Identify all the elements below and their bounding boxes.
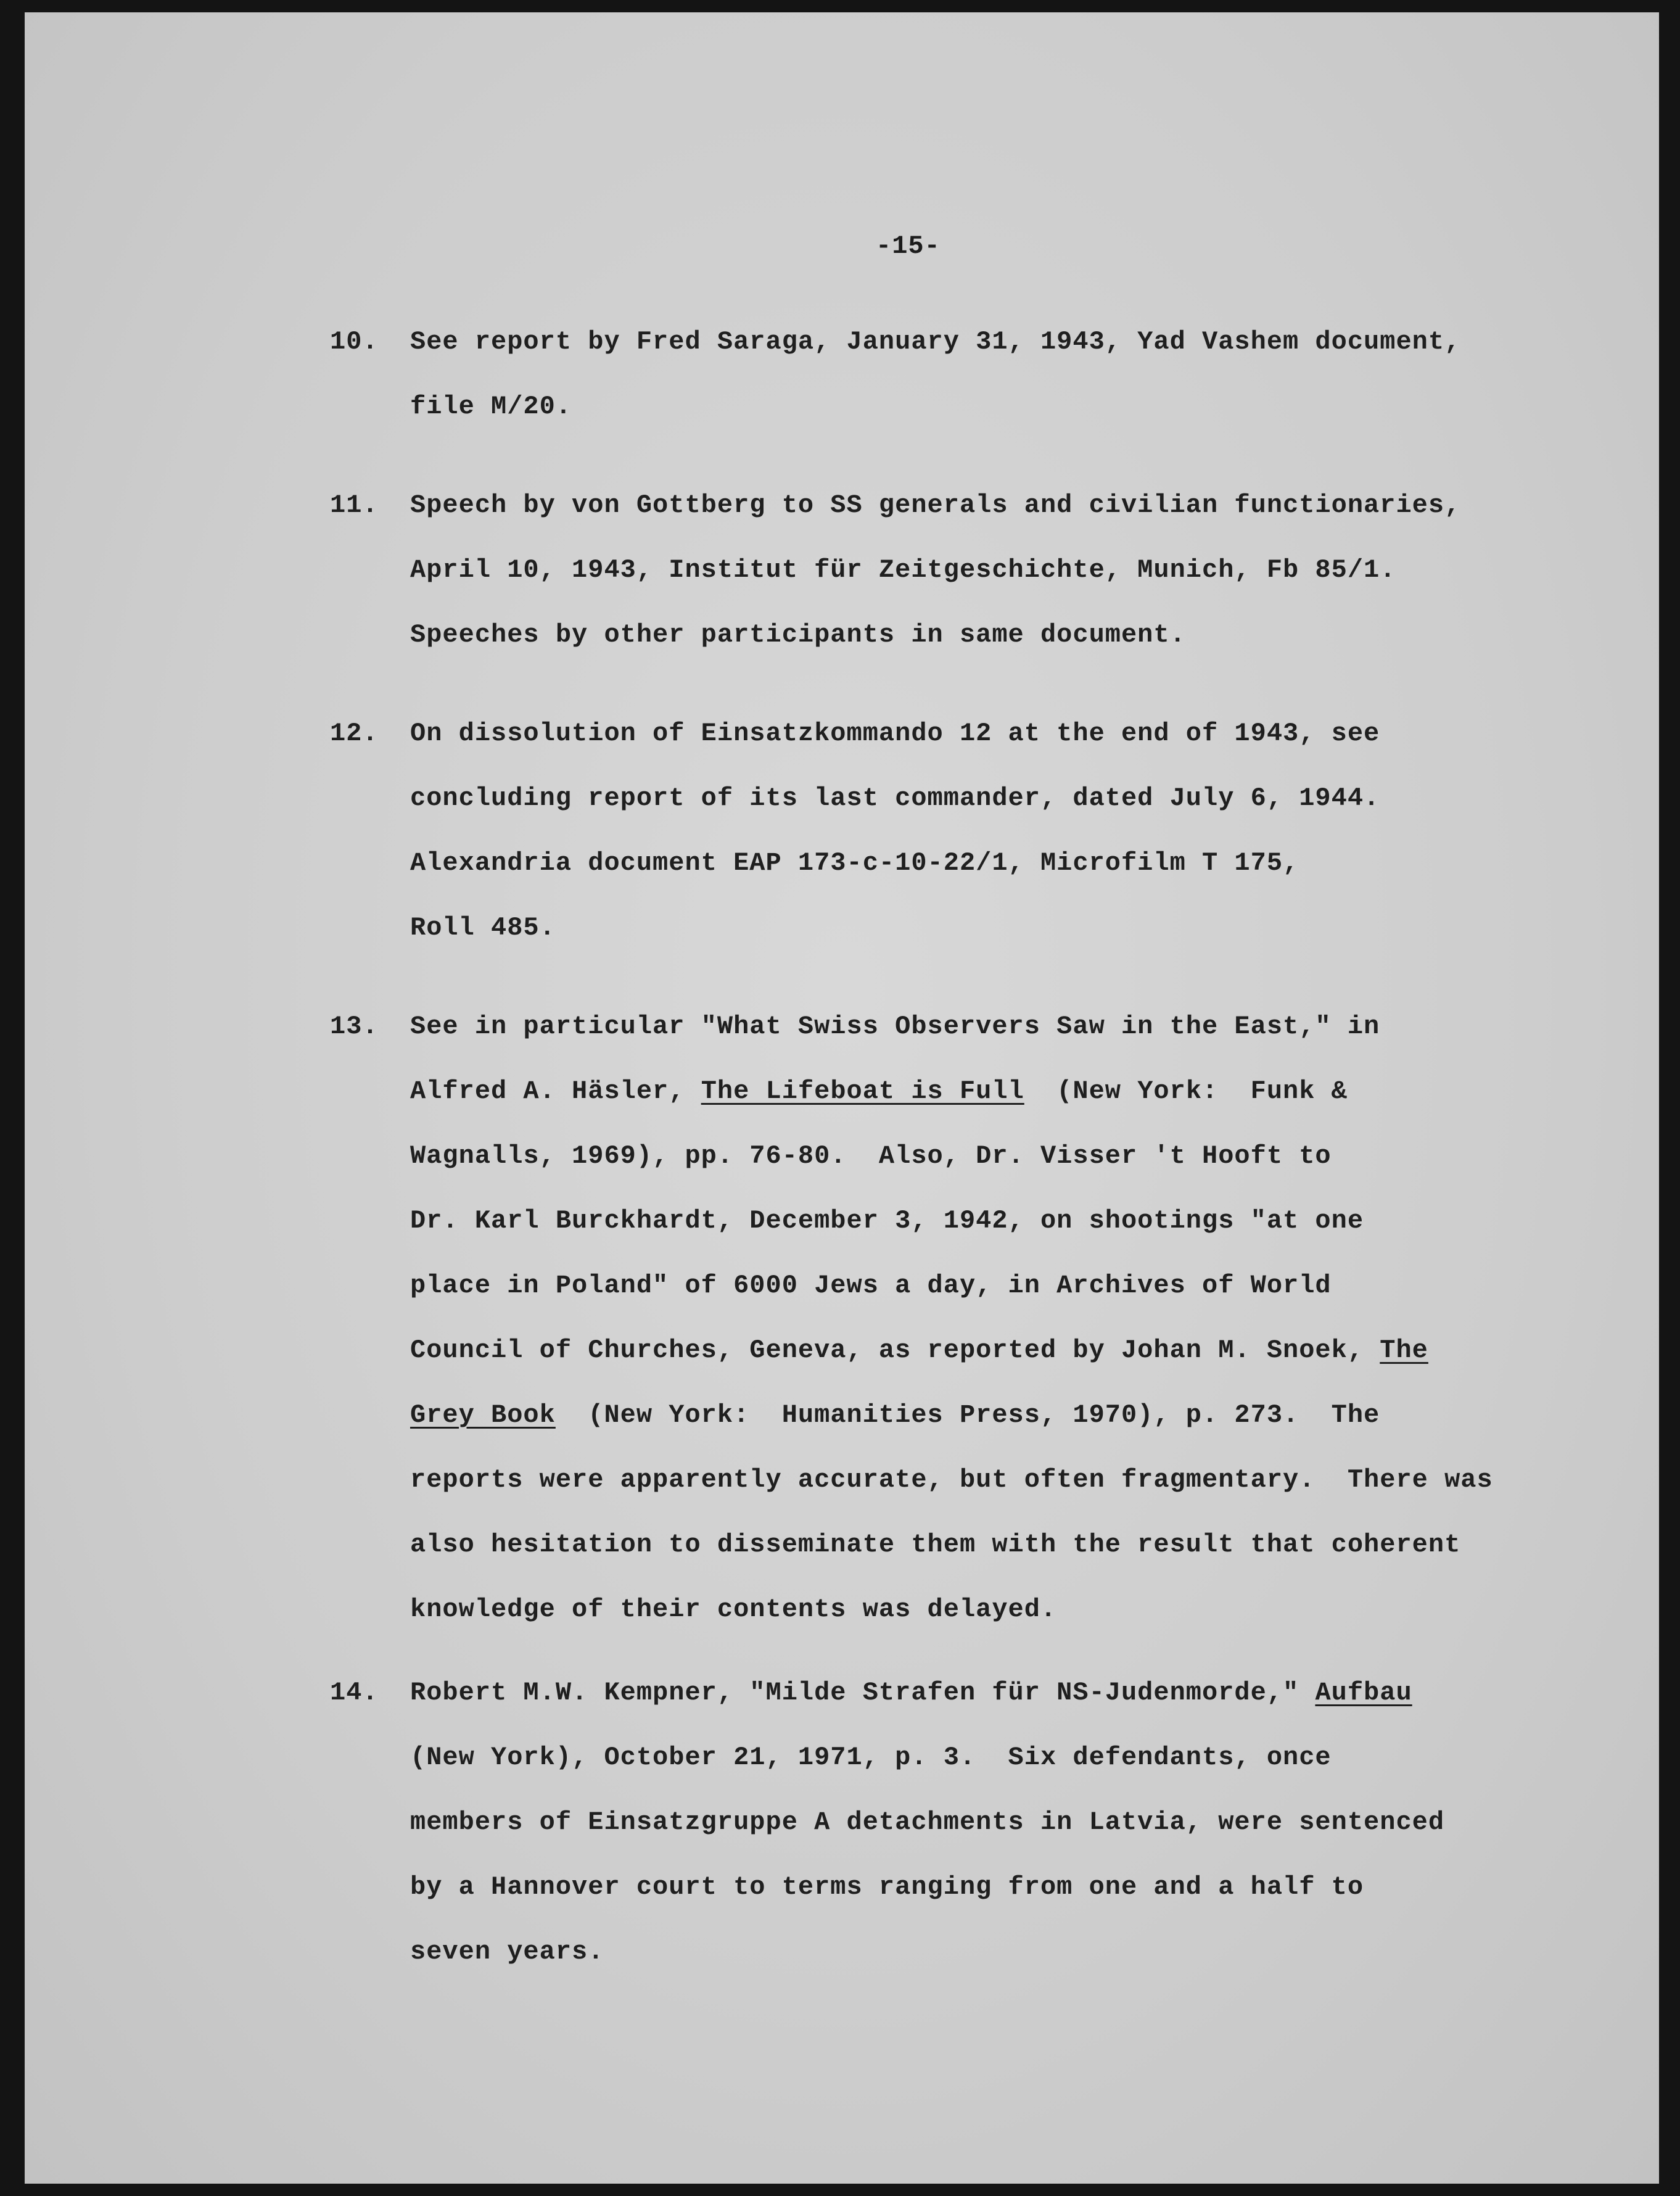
line-text: by a Hannover court to terms ranging from one and a half to: [410, 1872, 1364, 1902]
line-text: (New York), October 21, 1971, p. 3. Six defendants, once: [410, 1743, 1332, 1772]
line-text: (New York: Humanities Press, 1970), p. 273. The: [555, 1400, 1380, 1430]
book-title-grey-book-part2: Grey Book: [410, 1400, 556, 1430]
line-text: See in particular "What Swiss Observers Saw in the East," in: [410, 1012, 1380, 1041]
line-text: Roll 485.: [410, 913, 556, 943]
line-text: Alexandria document EAP 173-c-10-22/1, Microfilm T 175,: [410, 848, 1299, 878]
line-text: file M/20.: [410, 392, 572, 421]
periodical-title-aufbau: Aufbau: [1315, 1678, 1412, 1707]
book-title-grey-book-part1: The: [1380, 1335, 1428, 1365]
footnote-line: [410, 1141, 1332, 1171]
footnote-line: [410, 1530, 1460, 1559]
line-text: also hesitation to disseminate them with the result that coherent: [410, 1530, 1461, 1559]
footnote-line: [410, 620, 1186, 650]
line-text: reports were apparently accurate, but often fragmentary. There was: [410, 1465, 1493, 1495]
line-text: seven years.: [410, 1937, 604, 1967]
line-text: Dr. Karl Burckhardt, December 3, 1942, on shootings "at one: [410, 1206, 1364, 1236]
line-text: April 10, 1943, Institut für Zeitgeschichte, Munich, Fb 85/1.: [410, 555, 1396, 585]
footnote-line: [410, 1271, 1332, 1300]
footnote-line: [410, 1465, 1493, 1495]
footnote-line: [410, 1743, 1332, 1772]
footnote-line: [410, 1076, 1348, 1106]
footnote-line: [410, 1206, 1364, 1236]
page-number: -15-: [876, 231, 941, 261]
footnote-line: [410, 1595, 1056, 1624]
footnote-line: [410, 1937, 604, 1967]
footnote-line: [410, 327, 1460, 357]
footnote-line: [410, 1807, 1444, 1837]
line-text: members of Einsatzgruppe A detachments in Latvia, were sentenced: [410, 1807, 1445, 1837]
footnote-number: 11.: [330, 490, 379, 520]
line-text: Wagnalls, 1969), pp. 76-80. Also, Dr. Visser 't Hooft to: [410, 1141, 1332, 1171]
footnote-line: [410, 1678, 1412, 1707]
line-text: (New York: Funk &: [1024, 1076, 1348, 1106]
footnote-line: [410, 719, 1380, 748]
footnote-line: [410, 913, 556, 943]
line-text: On dissolution of Einsatzkommando 12 at the end of 1943, see: [410, 719, 1380, 748]
line-text: concluding report of its last commander, dated July 6, 1944.: [410, 783, 1380, 813]
footnote-line: [410, 1012, 1380, 1041]
footnote-number: 10.: [330, 327, 379, 357]
footnote-line: [410, 392, 572, 421]
footnote-line: [410, 783, 1380, 813]
footnote-number: 14.: [330, 1678, 379, 1707]
footnote-line: [410, 848, 1299, 878]
footnote-line: [410, 490, 1460, 520]
line-text: Speeches by other participants in same document.: [410, 620, 1186, 650]
line-text: Robert M.W. Kempner, "Milde Strafen für NS-Judenmorde,": [410, 1678, 1316, 1707]
line-text: See report by Fred Saraga, January 31, 1943, Yad Vashem document,: [410, 327, 1461, 357]
footnote-line: [410, 1335, 1428, 1365]
footnote-number: 12.: [330, 719, 379, 748]
line-text: Speech by von Gottberg to SS generals and civilian functionaries,: [410, 490, 1461, 520]
footnote-line: [410, 1872, 1364, 1902]
line-text: Alfred A. Häsler,: [410, 1076, 701, 1106]
line-text: Council of Churches, Geneva, as reported by Johan M. Snoek,: [410, 1335, 1380, 1365]
paper-sheet: [25, 12, 1659, 2184]
book-title-lifeboat: The Lifeboat is Full: [701, 1076, 1024, 1106]
line-text: knowledge of their contents was delayed.: [410, 1595, 1057, 1624]
footnote-number: 13.: [330, 1012, 379, 1041]
footnote-line: [410, 1400, 1380, 1430]
footnote-line: [410, 555, 1396, 585]
line-text: place in Poland" of 6000 Jews a day, in Archives of World: [410, 1271, 1332, 1300]
